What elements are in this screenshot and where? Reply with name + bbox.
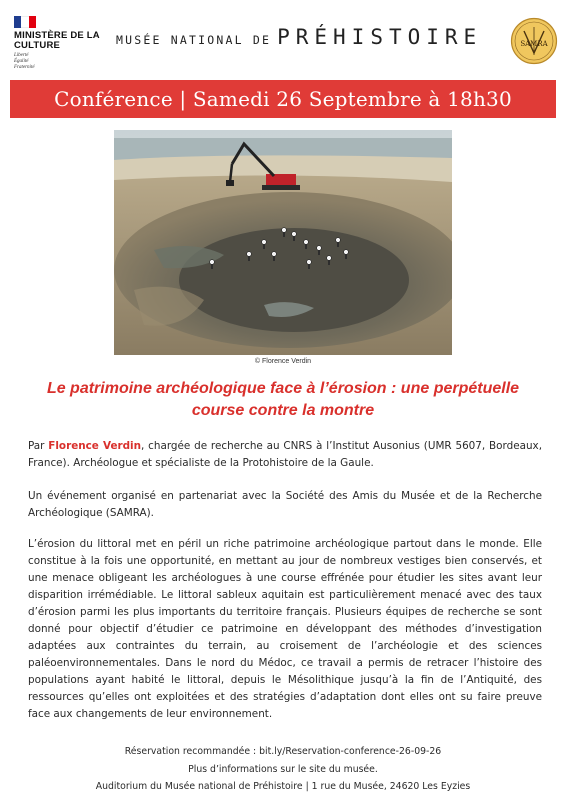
museum-name-prefix: MUSÉE NATIONAL DE	[116, 33, 272, 47]
logo-lettering: SAMRA	[520, 40, 548, 48]
samra-logo-icon	[510, 17, 558, 65]
info-line: Plus d’informations sur le site du musée.	[188, 763, 378, 775]
conference-title: Le patrimoine archéologique face à l’érosion : une perpétuelle course contre la montre	[46, 380, 520, 419]
speaker-prefix: Par	[28, 440, 49, 452]
page-header	[0, 0, 566, 80]
address-line: Auditorium du Musée national de Préhistoire | 1 rue du Musée, 24620 Les Eyzies	[95, 781, 471, 792]
museum-name-main: PRÉHISTOIRE	[277, 25, 483, 49]
motto-liberte: Liberté	[14, 53, 29, 58]
page-footer	[0, 743, 566, 796]
reservation-line: Réservation recommandée : bit.ly/Reservation-conference-26-09-26	[124, 746, 442, 757]
ministry-logo	[14, 16, 104, 71]
republic-motto	[14, 53, 104, 71]
speaker-name: Florence Verdin	[48, 440, 142, 452]
motto-fraternite: Fraternité	[14, 65, 35, 70]
partnership-paragraph: Un événement organisé en partenariat avec la Société des Amis du Musée et de la Recherche Archéologique (SAMRA).	[28, 490, 542, 519]
french-flag-icon	[14, 16, 36, 28]
excavation-photo	[114, 130, 452, 355]
ministry-name: MINISTÈRE DE LA CULTURE	[14, 30, 100, 51]
motto-egalite: Égalité	[14, 59, 29, 64]
beach-excavation-image	[114, 130, 452, 355]
event-banner-text: Conférence | Samedi 26 Septembre à 18h30	[54, 87, 512, 111]
speaker-intro	[28, 438, 542, 472]
museum-name	[116, 25, 482, 49]
speaker-description: , chargée de recherche au CNRS à l’Institut Ausonius (UMR 5607, Bordeaux, France). Archéologue et spécialiste de la Protohistoire de la Gaule.	[28, 440, 542, 469]
description-paragraph: L’érosion du littoral met en péril un riche patrimoine archéologique partout dans le monde. Elle constitue à la fois une opportunité, en mettant au jour de nombreux vestiges bien conservés, et une menace obligeant les archéologues à une course effrénée pour étudier les sites avant leur disparition irrémédiable. Le littoral sableux aquitain est particulièrement menacé avec des taux d’érosion parmi les plus importants du territoire français. Plusieurs équipes de recherche se sont donné pour objectif d’étudier ce patrimoine en développant des méthodes d’investigation adaptées aux contraintes du terrain, au croisement de l’archéologie et des sciences paléoenvironnementales. Dans le nord du Médoc, ce travail a permis de retracer l’histoire des populations ayant habité le littoral, depuis le Mésolithique jusqu’à la fin de l’Antiquité, des ressources qu’elles ont exploitées et des stratégies d’adaptation dont elles ont su faire preuve face aux changements de leur environnement.	[28, 538, 542, 720]
photo-credit: © Florence Verdin	[254, 358, 312, 365]
event-banner	[10, 80, 556, 118]
